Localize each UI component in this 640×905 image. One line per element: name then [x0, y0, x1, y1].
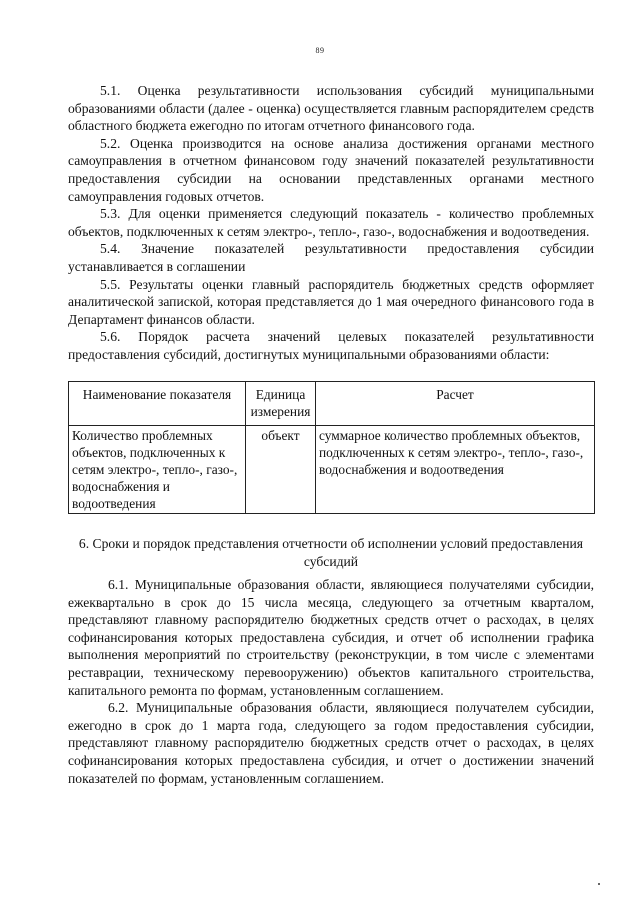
table-header-row: [69, 382, 595, 426]
cell-calculation: суммарное количество проблемных объектов, подключенных к сетям электро-, тепло-, газо-, водоснабжения и водоотведения: [316, 426, 595, 514]
paragraph-5-6: 5.6. Порядок расчета значений целевых показателей результативности предоставления субсидий, достигнутых муниципальными образованиями области:: [68, 329, 594, 362]
section-6-text: [68, 576, 594, 787]
paragraph-6-1: 6.1. Муниципальные образования области, являющиеся получателями субсидии, ежеквартально в срок до 15 числа месяца, следующего за отчетным кварталом, представляют главному распорядителю бюджетных средств отчет о расходах, в целях софинансирования которых предоставлена субсидия, и отчет об исполнении графика выполнения мероприятий по строительству (реконструкции, в том числе с элементами реставрации, техническому перевооружению) объектов капитального строительства, капитального ремонта по формам, установленным соглашением.: [68, 577, 594, 698]
paragraph-6-2: 6.2. Муниципальные образования области, являющиеся получателем субсидии, ежегодно в срок до 1 марта года, следующего за годом предоставления субсидии, представляют главному распорядителю бюджетных средств отчет о расходах, в целях софинансирования которых предоставлена субсидия, и отчет о достижении значений показателей по формам, установленным соглашением.: [68, 700, 594, 786]
cell-unit: объект: [246, 426, 316, 514]
cell-indicator-name: Количество проблемных объектов, подключенных к сетям электро-, тепло-, газо-, водоснабжения и водоотведения: [69, 426, 246, 514]
page-number: 89: [315, 46, 325, 55]
paragraph-5-2: 5.2. Оценка производится на основе анализа достижения органами местного самоуправления в отчетном финансовом году значений показателей результативности предоставления субсидии на основании представленных органами местного самоуправления годовых отчетов.: [68, 135, 594, 204]
paragraph-5-3: 5.3. Для оценки применяется следующий показатель - количество проблемных объектов, подключенных к сетям электро-, тепло-, газо-, водоснабжения и водоотведения.: [68, 206, 594, 239]
scan-speck: [598, 883, 600, 885]
header-indicator-name: Наименование показателя: [69, 382, 246, 426]
header-calculation: Расчет: [316, 382, 595, 426]
section-5-text: [68, 82, 594, 364]
paragraph-5-4: 5.4. Значение показателей результативности предоставления субсидии устанавливается в соглашении: [68, 241, 594, 274]
section-6-title: 6. Сроки и порядок представления отчетности об исполнении условий предоставления субсидий: [78, 536, 584, 569]
indicators-table: [68, 381, 595, 514]
table-row: [69, 426, 595, 514]
paragraph-5-1: 5.1. Оценка результативности использования субсидий муниципальными образованиями области (далее - оценка) осуществляется главным распорядителем средств областного бюджета ежегодно по итогам отчетного финансового года.: [68, 83, 594, 134]
paragraph-5-5: 5.5. Результаты оценки главный распорядитель бюджетных средств оформляет аналитической запиской, которая представляется до 1 мая очередного финансового года в Департамент финансов области.: [68, 276, 594, 327]
header-unit: Единица измерения: [246, 382, 316, 426]
